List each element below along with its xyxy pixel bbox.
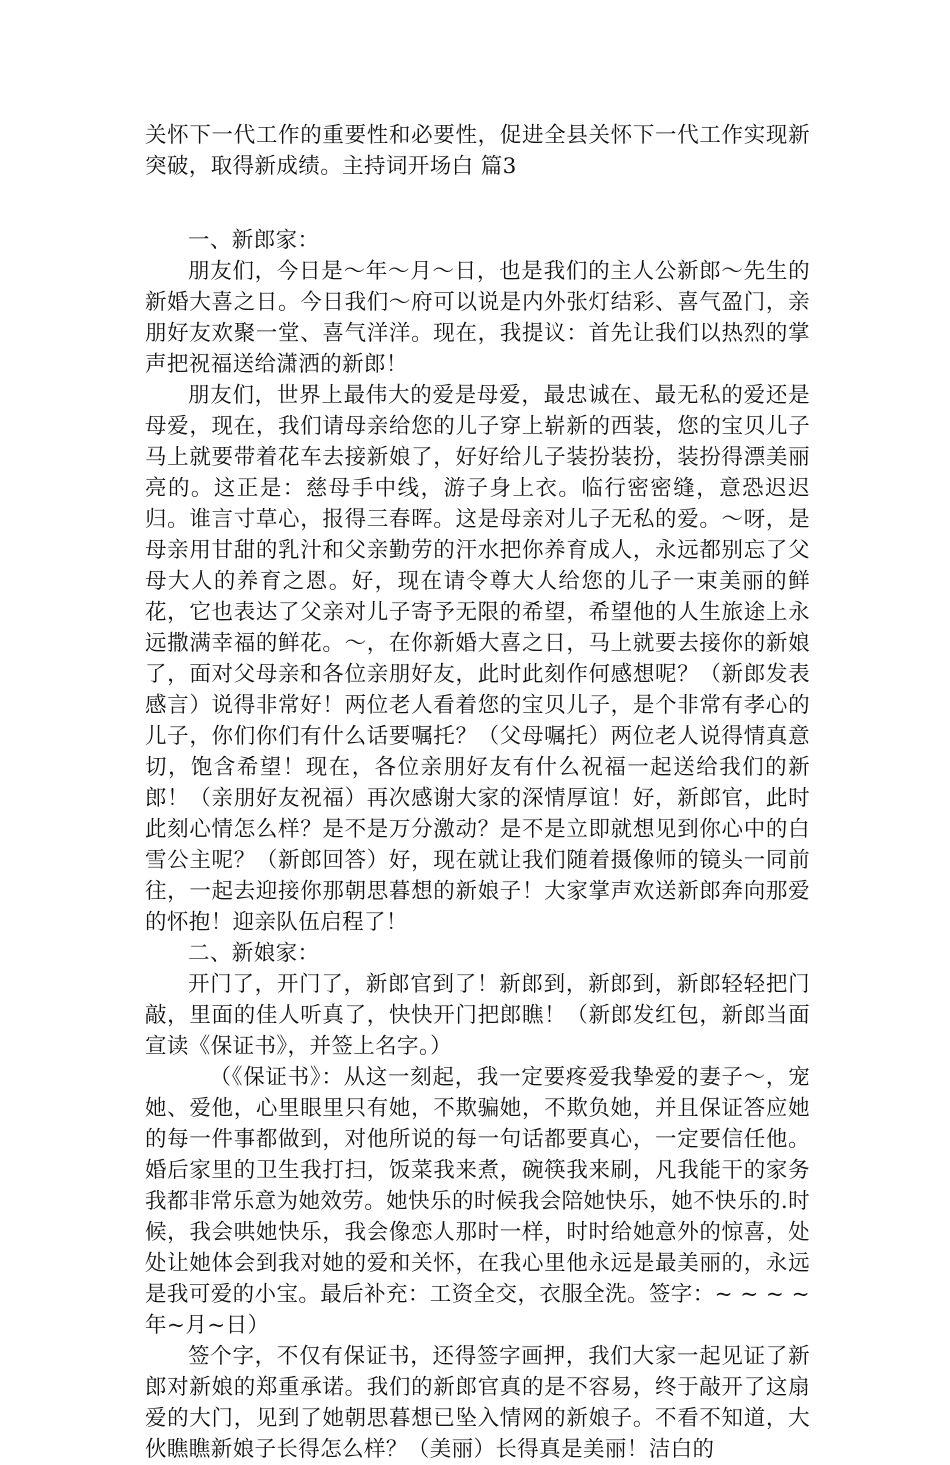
paragraph-groom-opening: 朋友们，今日是～年～月～日，也是我们的主人公新郎～先生的新婚大喜之日。今日我们～府可以说是内外张灯结彩、喜气盈门，亲朋好友欢聚一堂、喜气洋洋。现在，我提议：首先让我们以热烈的掌声把祝福送给潇洒的新郎！ [145, 259, 810, 377]
paragraph-signing: 签个字，不仅有保证书，还得签字画押，我们大家一起见证了新郎对新娘的郑重承诺。我们的新郎官真的是不容易，终于敲开了这扇爱的大门，见到了她朝思暮想已坠入情网的新娘子。不看不知道，大伙瞧瞧新娘子长得怎么样？（美丽）长得真是美丽！洁白的 [145, 1344, 810, 1462]
paragraph-open-door: 开门了，开门了，新郎官到了！新郎到，新郎到，新郎轻轻把门敲，里面的佳人听真了，快快开门把郎瞧！（新郎发红包，新郎当面宣读《保证书》，并签上名字。） [145, 972, 810, 1059]
intro-text-block [145, 120, 810, 182]
body-text-block [145, 225, 810, 1465]
paragraph-mother-love: 朋友们，世界上最伟大的爱是母爱，最忠诚在、最无私的爱还是母爱，现在，我们请母亲给您的儿子穿上崭新的西装，您的宝贝儿子马上就要带着花车去接新娘了，好好给儿子装扮装扮，装扮得漂美丽亮的。这正是：慈母手中线，游子身上衣。临行密密缝，意恐迟迟归。谁言寸草心，报得三春晖。这是母亲对儿子无私的爱。～呀，是母亲用甘甜的乳汁和父亲勤劳的汗水把你养育成人，永远都别忘了父母大人的养育之恩。好，现在请令尊大人给您的儿子一束美丽的鲜花，它也表达了父亲对儿子寄予无限的希望，希望他的人生旅途上永远撒满幸福的鲜花。～，在你新婚大喜之日，马上就要去接你的新娘了，面对父母亲和各位亲朋好友，此时此刻作何感想呢？（新郎发表感言）说得非常好！两位老人看着您的宝贝儿子，是个非常有孝心的儿子，你们你们有什么话要嘱托？（父母嘱托）两位老人说得情真意切，饱含希望！现在，各位亲朋好友有什么祝福一起送给我们的新郎！（亲朋好友祝福）再次感谢大家的深情厚谊！好，新郎官，此时此刻心情怎么样？是不是万分激动？是不是立即就想见到你心中的白雪公主呢？（新郎回答）好，现在就让我们随着摄像师的镜头一同前往，一起去迎接你那朝思暮想的新娘子！大家掌声欢送新郎奔向那爱的怀抱！迎亲队伍启程了！ [145, 383, 810, 935]
paragraph-guarantee-letter: （《保证书》：从这一刻起，我一定要疼爱我挚爱的妻子～，宠她、爱他，心里眼里只有她，不欺骗她，不欺负她，并且保证答应她的每一件事都做到，对他所说的每一句话都要真心，一定要信任他。婚后家里的卫生我打扫，饭菜我来煮，碗筷我来刷，凡我能干的家务我都非常乐意为她效劳。她快乐的时候我会陪她快乐，她不快乐的.时候，我会哄她快乐，我会像恋人那时一样，时时给她意外的惊喜，处处让她体会到我对她的爱和关怀，在我心里他永远是最美丽的，永远是我可爱的小宝。最后补充：工资全交，衣服全洗。签字：~ ~ ~ ~年~月~日） [145, 1065, 810, 1338]
intro-paragraph: 关怀下一代工作的重要性和必要性，促进全县关怀下一代工作实现新突破，取得新成绩。主持词开场白 篇3 [145, 123, 810, 179]
section-heading-bride-home: 二、新娘家： [188, 941, 320, 966]
section-heading-groom-home: 一、新郎家： [188, 228, 320, 253]
